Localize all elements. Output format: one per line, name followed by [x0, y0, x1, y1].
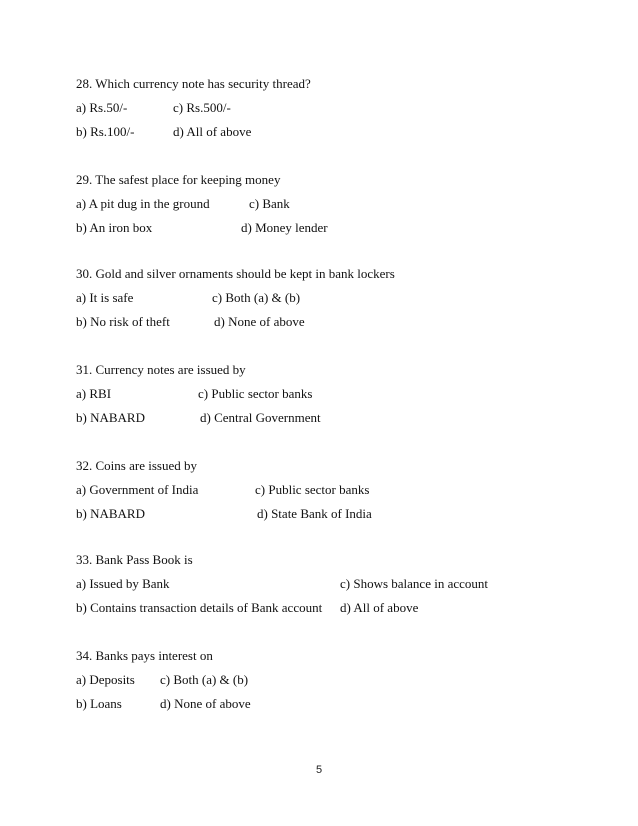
option-b: b) An iron box: [76, 220, 153, 235]
option-row: [76, 120, 596, 144]
option-d: d) All of above: [340, 600, 419, 615]
option-d: d) None of above: [214, 314, 305, 329]
question-32: [76, 454, 596, 526]
option-a: a) Deposits: [76, 672, 135, 687]
option-row: [76, 286, 596, 310]
option-a: a) RBI: [76, 386, 112, 401]
option-a: a) Rs.50/-: [76, 100, 128, 115]
option-a: a) Issued by Bank: [76, 576, 170, 591]
option-c: c) Shows balance in account: [340, 576, 489, 591]
option-d: d) All of above: [173, 124, 252, 139]
question-text: 34. Banks pays interest on: [76, 648, 213, 663]
option-row: [76, 216, 596, 240]
option-d: d) None of above: [160, 696, 251, 711]
option-a: a) Government of India: [76, 482, 199, 497]
question-text: 30. Gold and silver ornaments should be kept in bank lockers: [76, 266, 395, 281]
option-b: b) NABARD: [76, 506, 145, 521]
option-c: c) Both (a) & (b): [160, 672, 249, 687]
question-text: 33. Bank Pass Book is: [76, 552, 193, 567]
option-row: [76, 668, 596, 692]
option-d: d) Money lender: [241, 220, 328, 235]
option-row: [76, 596, 596, 620]
option-a: a) It is safe: [76, 290, 134, 305]
option-row: [76, 310, 596, 334]
option-row: [76, 192, 596, 216]
option-c: c) Public sector banks: [198, 386, 313, 401]
option-row: [76, 502, 596, 526]
option-row: [76, 572, 596, 596]
option-c: c) Rs.500/-: [173, 100, 231, 115]
option-c: c) Bank: [249, 196, 290, 211]
option-d: d) Central Government: [200, 410, 321, 425]
option-b: b) Rs.100/-: [76, 124, 135, 139]
question-text: 32. Coins are issued by: [76, 458, 197, 473]
question-30: [76, 262, 596, 334]
option-c: c) Public sector banks: [255, 482, 370, 497]
option-row: [76, 692, 596, 716]
option-row: [76, 382, 596, 406]
question-text: 29. The safest place for keeping money: [76, 172, 281, 187]
option-row: [76, 96, 596, 120]
option-d: d) State Bank of India: [257, 506, 372, 521]
question-33: [76, 548, 596, 620]
question-29: [76, 168, 596, 240]
page-number: 5: [315, 764, 323, 776]
question-34: [76, 644, 596, 716]
option-row: [76, 478, 596, 502]
option-c: c) Both (a) & (b): [212, 290, 301, 305]
option-b: b) Loans: [76, 696, 122, 711]
question-28: [76, 72, 596, 144]
option-b: b) No risk of theft: [76, 314, 170, 329]
option-row: [76, 406, 596, 430]
option-a: a) A pit dug in the ground: [76, 196, 210, 211]
option-b: b) Contains transaction details of Bank account: [76, 600, 323, 615]
question-text: 28. Which currency note has security thread?: [76, 76, 311, 91]
option-b: b) NABARD: [76, 410, 145, 425]
question-31: [76, 358, 596, 430]
question-text: 31. Currency notes are issued by: [76, 362, 246, 377]
